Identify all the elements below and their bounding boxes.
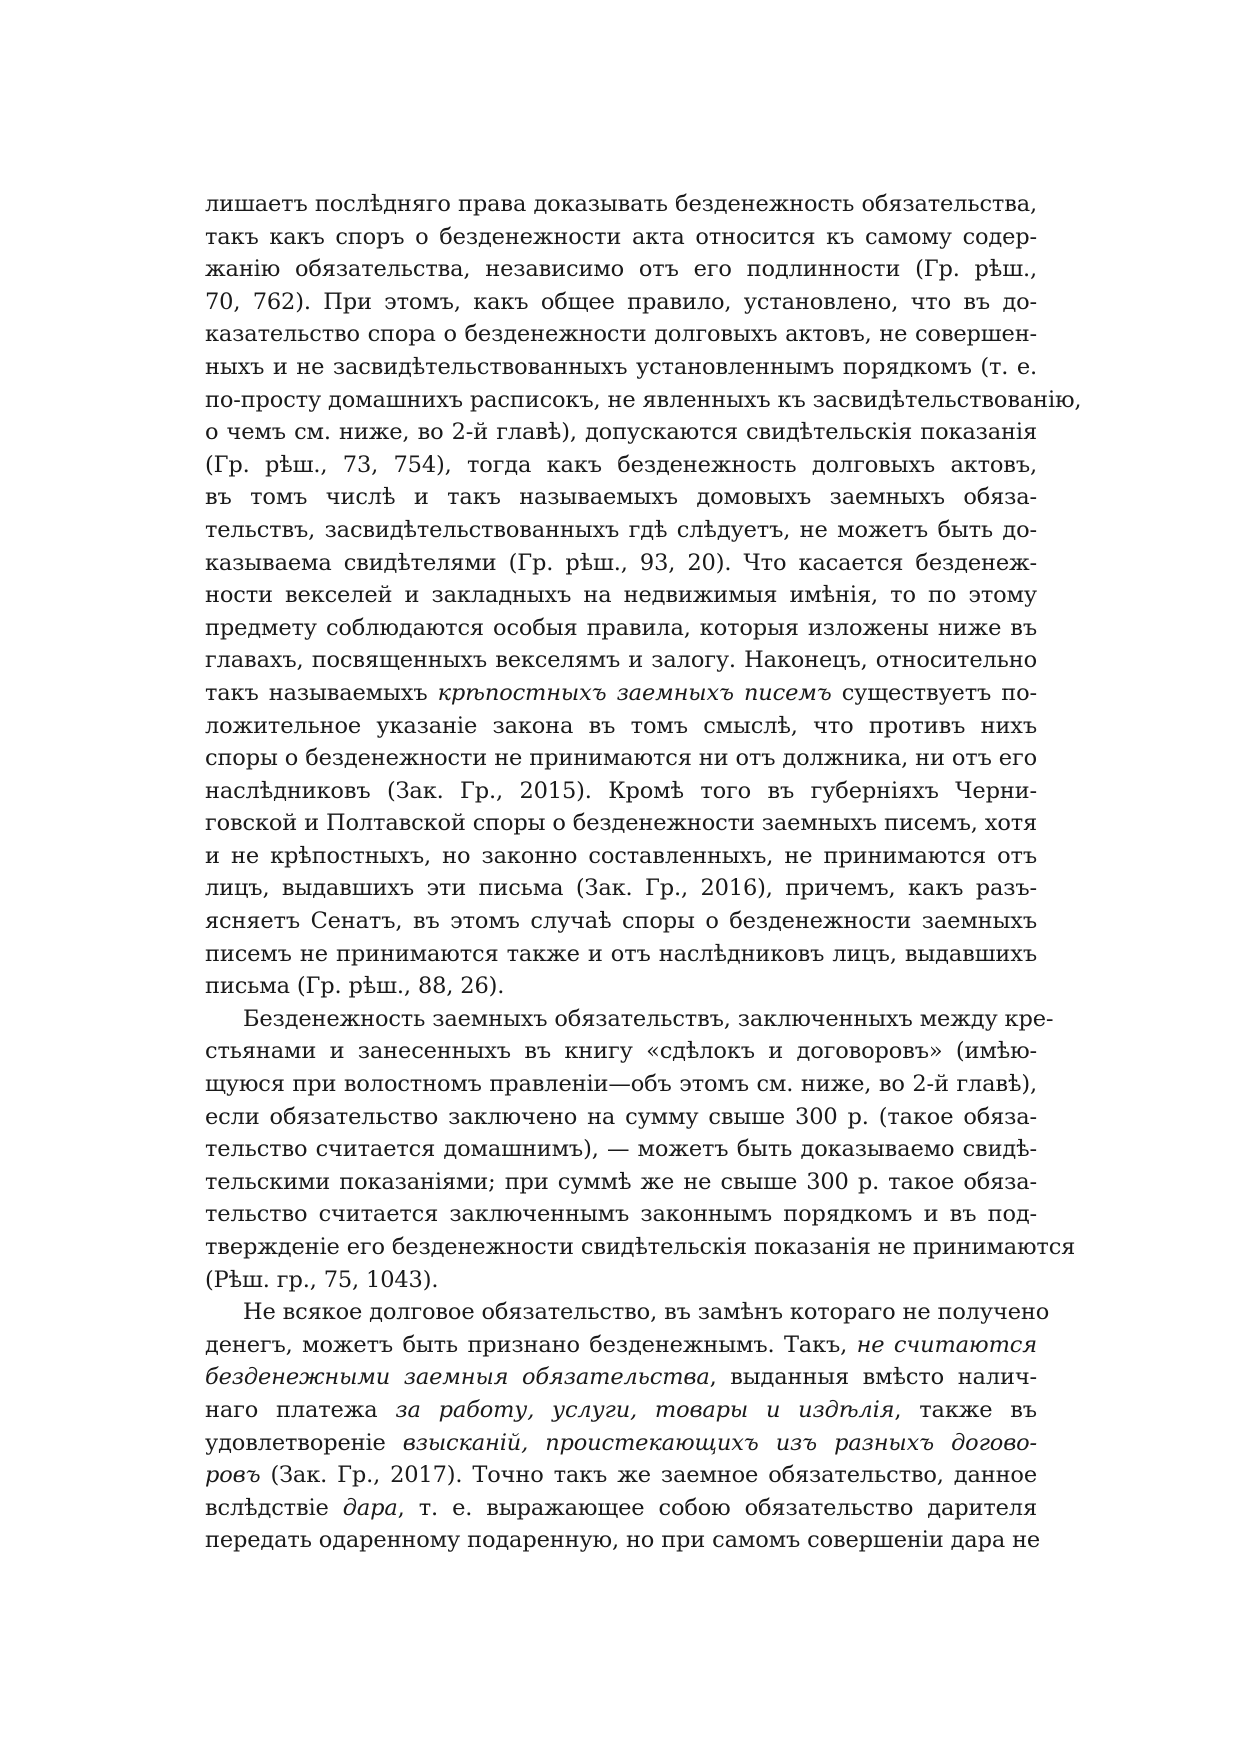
- text-run: тельство считается заключеннымъ законнымъ порядкомъ и въ под-: [205, 1201, 1037, 1228]
- text-run: твержденіе его безденежности свидѣтельскія показанія не принимаются: [205, 1234, 1076, 1260]
- text-run: если обязательство заключено на сумму свыше 300 р. (такое обяза-: [205, 1103, 1037, 1130]
- text-line: [205, 449, 1037, 482]
- text-line: [205, 1003, 1054, 1036]
- text-run: (Гр. рѣш., 73, 754), тогда какъ безденежность долговыхъ актовъ,: [205, 451, 1037, 478]
- text-line: [205, 938, 1037, 971]
- text-line: [205, 1361, 1037, 1394]
- paragraph: [205, 1296, 1050, 1557]
- text-run: главахъ, посвященныхъ векселямъ и залогу. Наконецъ, относительно: [205, 647, 1037, 674]
- text-line: [205, 1133, 1037, 1166]
- text-run: предмету соблюдаются особыя правила, которыя изложены ниже въ: [205, 614, 1037, 641]
- text-line: [205, 514, 1037, 547]
- text-line: [205, 710, 1037, 743]
- text-run: споры о безденежности не принимаются ни отъ должника, ни отъ его: [205, 745, 1037, 772]
- text-run: тельство считается домашнимъ), — можетъ быть доказываемо свидѣ-: [205, 1136, 1037, 1163]
- text-line: [205, 1394, 1037, 1427]
- text-run: 70, 762). При этомъ, какъ общее правило, установлено, что въ до-: [205, 288, 1037, 315]
- page-text: [205, 188, 1082, 1557]
- text-run: , также въ: [894, 1396, 1037, 1423]
- text-line: [205, 612, 1037, 645]
- text-run: жанію обязательства, независимо отъ его подлинности (Гр. рѣш.,: [205, 256, 1037, 283]
- text-run: ныхъ и не засвидѣтельствованныхъ установленнымъ порядкомъ (т. е.: [205, 353, 1037, 380]
- text-line: [205, 1198, 1037, 1231]
- italic-phrase: за работу, услуги, товары и издѣлія: [395, 1396, 895, 1423]
- text-line: [205, 644, 1037, 677]
- text-line: [205, 1231, 1076, 1264]
- text-line: [205, 1524, 1041, 1557]
- text-run: существуетъ по-: [831, 679, 1037, 706]
- text-line: [205, 188, 1037, 221]
- italic-phrase: крѣпостныхъ заемныхъ писемъ: [437, 679, 832, 706]
- text-line: [205, 1492, 1037, 1525]
- text-line: [205, 286, 1037, 319]
- text-line: [205, 807, 1037, 840]
- text-line: [205, 742, 1037, 775]
- text-run: ясняетъ Сенатъ, въ этомъ случаѣ споры о безденежности заемныхъ: [205, 908, 1037, 935]
- text-line: [205, 384, 1082, 417]
- text-run: , выданныя вмѣсто налич-: [709, 1364, 1037, 1391]
- italic-phrase: дара: [342, 1494, 398, 1521]
- paragraph: [205, 1003, 1076, 1296]
- text-run: (Зак. Гр., 2017). Точно такъ же заемное обязательство, данное: [260, 1462, 1037, 1489]
- text-run: тельскими показаніями; при суммѣ же не свыше 300 р. такое обяза-: [205, 1168, 1037, 1195]
- text-line: [205, 416, 1037, 449]
- text-line: [205, 481, 1037, 514]
- text-line: [205, 318, 1037, 351]
- text-line: [205, 1068, 1037, 1101]
- text-run: казываема свидѣтелями (Гр. рѣш., 93, 20). Что касается безденеж-: [205, 549, 1037, 576]
- text-run: Не всякое долговое обязательство, въ замѣнъ котораго не получено: [243, 1299, 1050, 1326]
- text-line: [205, 351, 1037, 384]
- text-run: наго платежа: [205, 1396, 396, 1423]
- text-line: [205, 1459, 1037, 1492]
- text-run: такъ какъ споръ о безденежности акта относится къ самому содер-: [205, 223, 1037, 250]
- italic-phrase: безденежными заемныя обязательства: [205, 1364, 710, 1391]
- text-line: [205, 221, 1037, 254]
- text-line: [205, 1101, 1037, 1134]
- text-run: денегъ, можетъ быть признано безденежнымъ. Такъ,: [205, 1331, 857, 1358]
- text-line: [205, 253, 1037, 286]
- text-line: [205, 1166, 1037, 1199]
- text-line: [205, 775, 1037, 808]
- text-line: [205, 840, 1037, 873]
- text-run: говской и Полтавской споры о безденежности заемныхъ писемъ, хотя: [205, 810, 1038, 837]
- text-run: казательство спора о безденежности долговыхъ актовъ, не совершен-: [205, 321, 1037, 348]
- text-line: [205, 579, 1037, 612]
- text-run: письма (Гр. рѣш., 88, 26).: [205, 973, 505, 1000]
- text-line: [205, 970, 1037, 1003]
- text-run: ложительное указаніе закона въ томъ смыслѣ, что противъ нихъ: [205, 712, 1037, 739]
- text-line: [205, 677, 1037, 710]
- text-line: [205, 547, 1037, 580]
- text-run: ности векселей и закладныхъ на недвижимыя имѣнія, то по этому: [205, 582, 1037, 609]
- text-run: о чемъ см. ниже, во 2-й главѣ), допускаются свидѣтельскія показанія: [205, 419, 1037, 446]
- text-run: вслѣдствіе: [205, 1494, 343, 1521]
- text-line: [205, 905, 1037, 938]
- text-run: тельствъ, засвидѣтельствованныхъ гдѣ слѣдуетъ, не можетъ быть до-: [205, 516, 1037, 543]
- text-line: [205, 872, 1037, 905]
- text-run: удовлетвореніе: [205, 1429, 403, 1456]
- text-run: , т. е. выражающее собою обязательство дарителя: [397, 1494, 1037, 1521]
- text-run: писемъ не принимаются также и отъ наслѣдниковъ лицъ, выдавшихъ: [205, 940, 1037, 967]
- text-line: [205, 1035, 1037, 1068]
- italic-phrase: взысканій, проистекающихъ изъ разныхъ догово-: [402, 1429, 1037, 1456]
- italic-phrase: ровъ: [205, 1462, 261, 1489]
- italic-phrase: не считаются: [856, 1331, 1037, 1358]
- text-run: (Рѣш. гр., 75, 1043).: [205, 1266, 439, 1293]
- text-run: щуюся при волостномъ правленіи—объ этомъ см. ниже, во 2-й главѣ),: [205, 1071, 1037, 1098]
- text-run: по-просту домашнихъ расписокъ, не явленныхъ къ засвидѣтельствованію,: [205, 386, 1082, 413]
- text-line: [205, 1264, 1037, 1297]
- text-line: [205, 1427, 1037, 1460]
- text-run: лишаетъ послѣдняго права доказывать безденежность обязательства,: [205, 191, 1037, 217]
- text-run: передать одаренному подаренную, но при самомъ совершеніи дара не: [205, 1527, 1041, 1554]
- text-run: въ томъ числѣ и такъ называемыхъ домовыхъ заемныхъ обяза-: [205, 484, 1037, 511]
- text-line: [205, 1296, 1050, 1329]
- text-run: стьянами и занесенныхъ въ книгу «сдѣлокъ и договоровъ» (имѣю-: [205, 1038, 1037, 1065]
- text-run: и не крѣпостныхъ, но законно составленныхъ, не принимаются отъ: [205, 842, 1037, 869]
- text-run: такъ называемыхъ: [205, 679, 438, 706]
- paragraph: [205, 188, 1082, 1003]
- text-run: лицъ, выдавшихъ эти письма (Зак. Гр., 2016), причемъ, какъ разъ-: [205, 875, 1037, 902]
- text-run: наслѣдниковъ (Зак. Гр., 2015). Кромѣ того въ губерніяхъ Черни-: [205, 777, 1037, 804]
- text-line: [205, 1329, 1037, 1362]
- text-run: Безденежность заемныхъ обязательствъ, заключенныхъ между кре-: [243, 1005, 1054, 1032]
